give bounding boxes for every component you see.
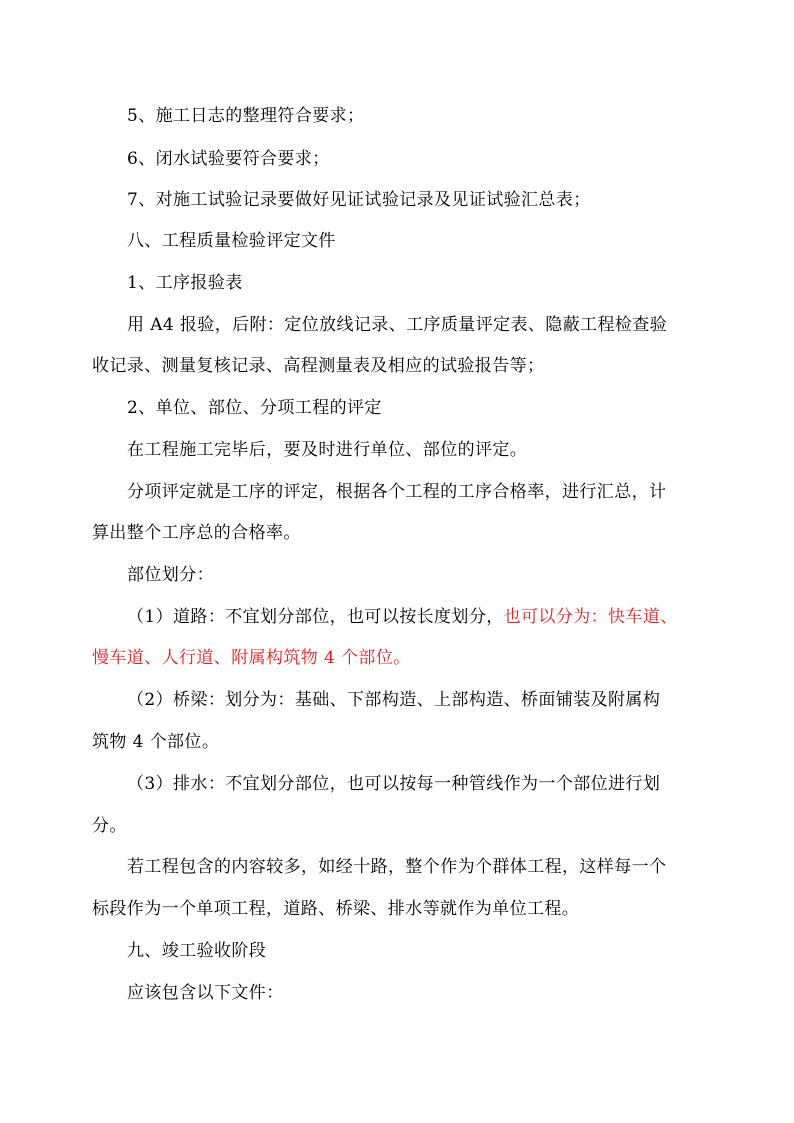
list-item-bridge: [127, 689, 660, 711]
list-item-drainage-continuation: [92, 815, 127, 837]
subsection-heading-2: [127, 397, 382, 419]
paragraph-text: 算出整个工序总的合格率。: [92, 523, 301, 543]
paragraph-text: 分项评定就是工序的评定，根据各个工程的工序合格率，进行汇总，计: [127, 482, 667, 502]
paragraph-text: 标段作为一个单项工程，道路、桥梁、排水等就作为单位工程。: [92, 899, 580, 919]
paragraph-text: 若工程包含的内容较多，如经十路，整个作为个群体工程，这样每一个: [127, 857, 667, 877]
paragraph-item-5: [127, 105, 364, 127]
highlighted-text: 也可以分为：快车道、: [503, 607, 678, 627]
paragraph-item-6: [127, 148, 330, 170]
subsection-heading-text: 1、工序报验表: [127, 273, 243, 293]
subsection-heading-text: 2、单位、部位、分项工程的评定: [127, 398, 382, 418]
highlighted-text: 慢车道、人行道、附属构筑物 4 个部位。: [92, 648, 411, 668]
paragraph-text: （2）桥梁：划分为：基础、下部构造、上部构造、桥面铺装及附属构: [127, 690, 661, 710]
section-heading-text: 八、工程质量检验评定文件: [127, 231, 336, 251]
paragraph-text: 部位划分：: [127, 565, 214, 585]
paragraph-text: 7、对施工试验记录要做好见证试验记录及见证试验汇总表；: [127, 190, 591, 210]
paragraph-text: （3）排水：不宜划分部位，也可以按每一种管线作为一个部位进行划: [127, 774, 661, 794]
paragraph-text: 应该包含以下文件：: [127, 983, 284, 1003]
paragraph-text: 筑物 4 个部位。: [92, 732, 220, 752]
list-item-drainage: [127, 773, 660, 795]
paragraph-line: [127, 856, 666, 878]
section-heading-8: [127, 230, 336, 252]
paragraph-line-continuation: [92, 898, 579, 920]
paragraph-line: [127, 314, 667, 336]
paragraph-text: 5、施工日志的整理符合要求；: [127, 106, 365, 126]
paragraph-text: 6、闭水试验要符合要求；: [127, 149, 330, 169]
list-item-road: [127, 606, 678, 628]
paragraph-text: 收记录、测量复核记录、高程测量表及相应的试验报告等；: [92, 356, 545, 376]
paragraph-text: 用 A4 报验，后附：定位放线记录、工序质量评定表、隐蔽工程检查验: [127, 315, 668, 335]
paragraph-line: [127, 982, 284, 1004]
paragraph-line: [127, 564, 214, 586]
paragraph-line-continuation: [92, 522, 301, 544]
section-heading-9: [127, 940, 266, 962]
paragraph-line: [127, 481, 666, 503]
paragraph-line-continuation: [92, 355, 544, 377]
paragraph-text: （1）道路：不宜划分部位，也可以按长度划分，: [127, 607, 504, 627]
paragraph-text: 在工程施工完毕后，要及时进行单位、部位的评定。: [127, 440, 528, 460]
section-heading-text: 九、竣工验收阶段: [127, 941, 267, 961]
list-item-bridge-continuation: [92, 731, 219, 753]
list-item-road-continuation: [92, 647, 411, 669]
subsection-heading-1: [127, 272, 243, 294]
paragraph-text: 分。: [92, 816, 127, 836]
paragraph-item-7: [127, 189, 591, 211]
paragraph-line: [127, 439, 527, 461]
